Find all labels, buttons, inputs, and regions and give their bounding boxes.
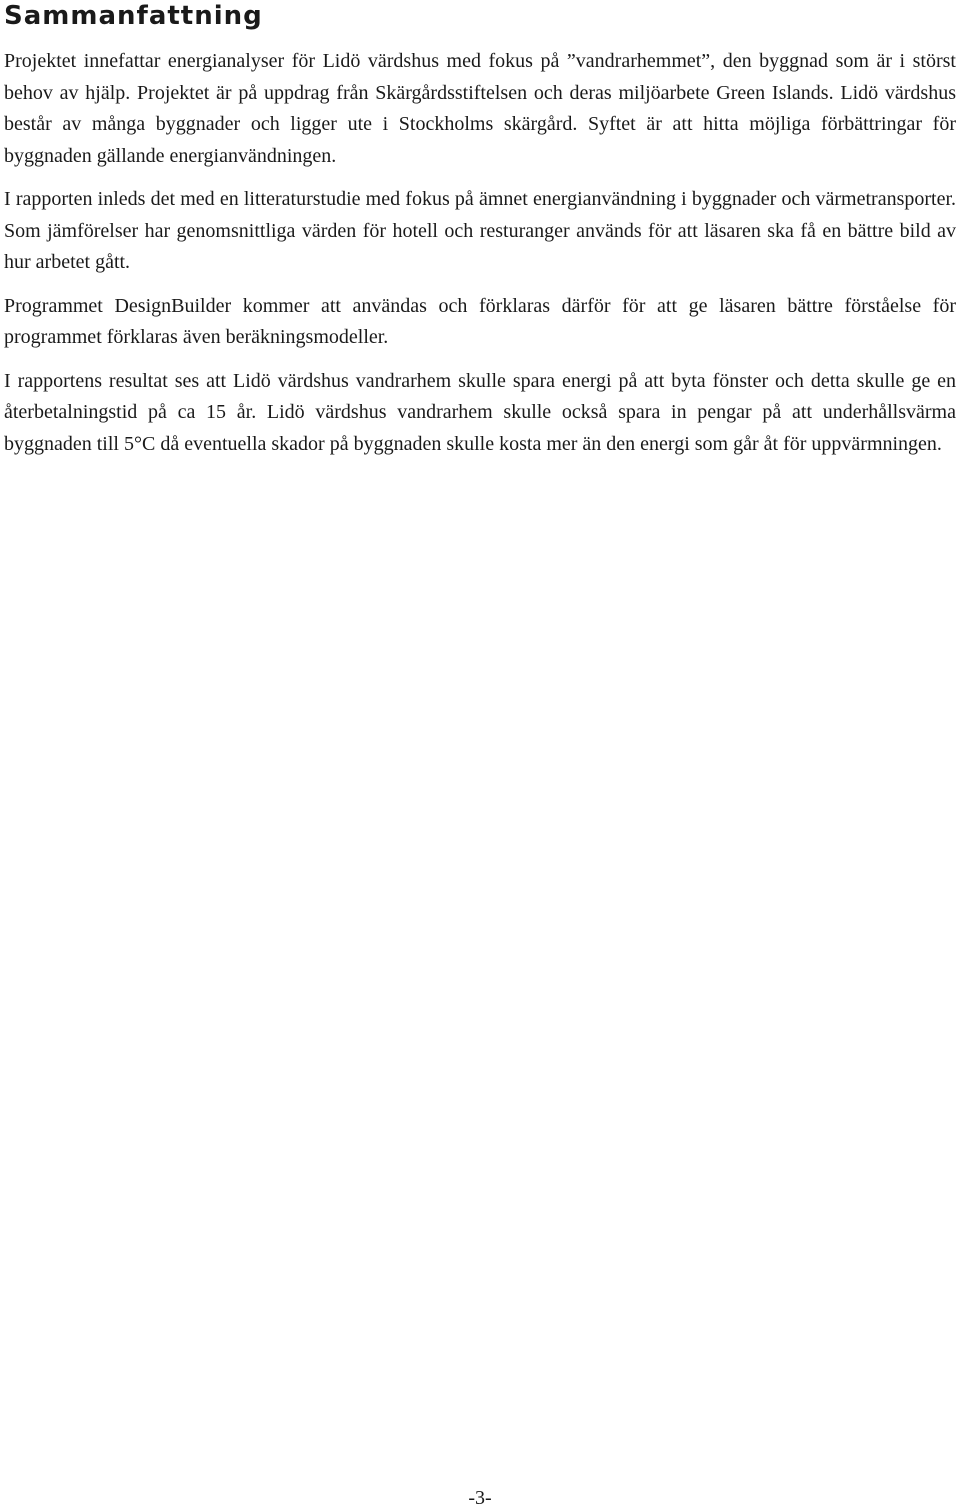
paragraph-program: Programmet DesignBuilder kommer att användas och förklaras därför för att ge läsaren bättre förståelse för programmet förklaras även beräkningsmodeller. <box>4 294 956 348</box>
page-number <box>0 1486 960 1510</box>
paragraph-literature: I rapporten inleds det med en litteraturstudie med fokus på ämnet energianvändning i byggnader och värmetransporter. Som jämförelser har genomsnittliga värden för hotell och resturanger används för att läsaren ska få en bättre bild av hur arbetet gått. <box>4 188 956 273</box>
summary-body <box>4 46 956 472</box>
paragraph-intro: Projektet innefattar energianalyser för Lidö värdshus med fokus på ”vandrarhemmet”, den byggnad som är i störst behov av hjälp. Projektet är på uppdrag från Skärgårdsstiftelsen och deras miljöarbete Green Islands. Lidö värdshus består av många byggnader och ligger ute i Stockholms skärgård. Syftet är att hitta möjliga förbättringar för byggnaden gällande energianvändningen. <box>4 50 956 167</box>
section-heading: Sammanfattning <box>4 1 263 31</box>
page-number-text: -3- <box>468 1487 492 1509</box>
paragraph-results: I rapportens resultat ses att Lidö värdshus vandrarhem skulle spara energi på att byta fönster och detta skulle ge en återbetalningstid på ca 15 år. Lidö värdshus vandrarhem skulle också spara in pengar på att underhållsvärma byggnaden till 5°C då eventuella skador på byggnaden skulle kosta mer än den energi som går åt för uppvärmningen. <box>4 369 956 455</box>
